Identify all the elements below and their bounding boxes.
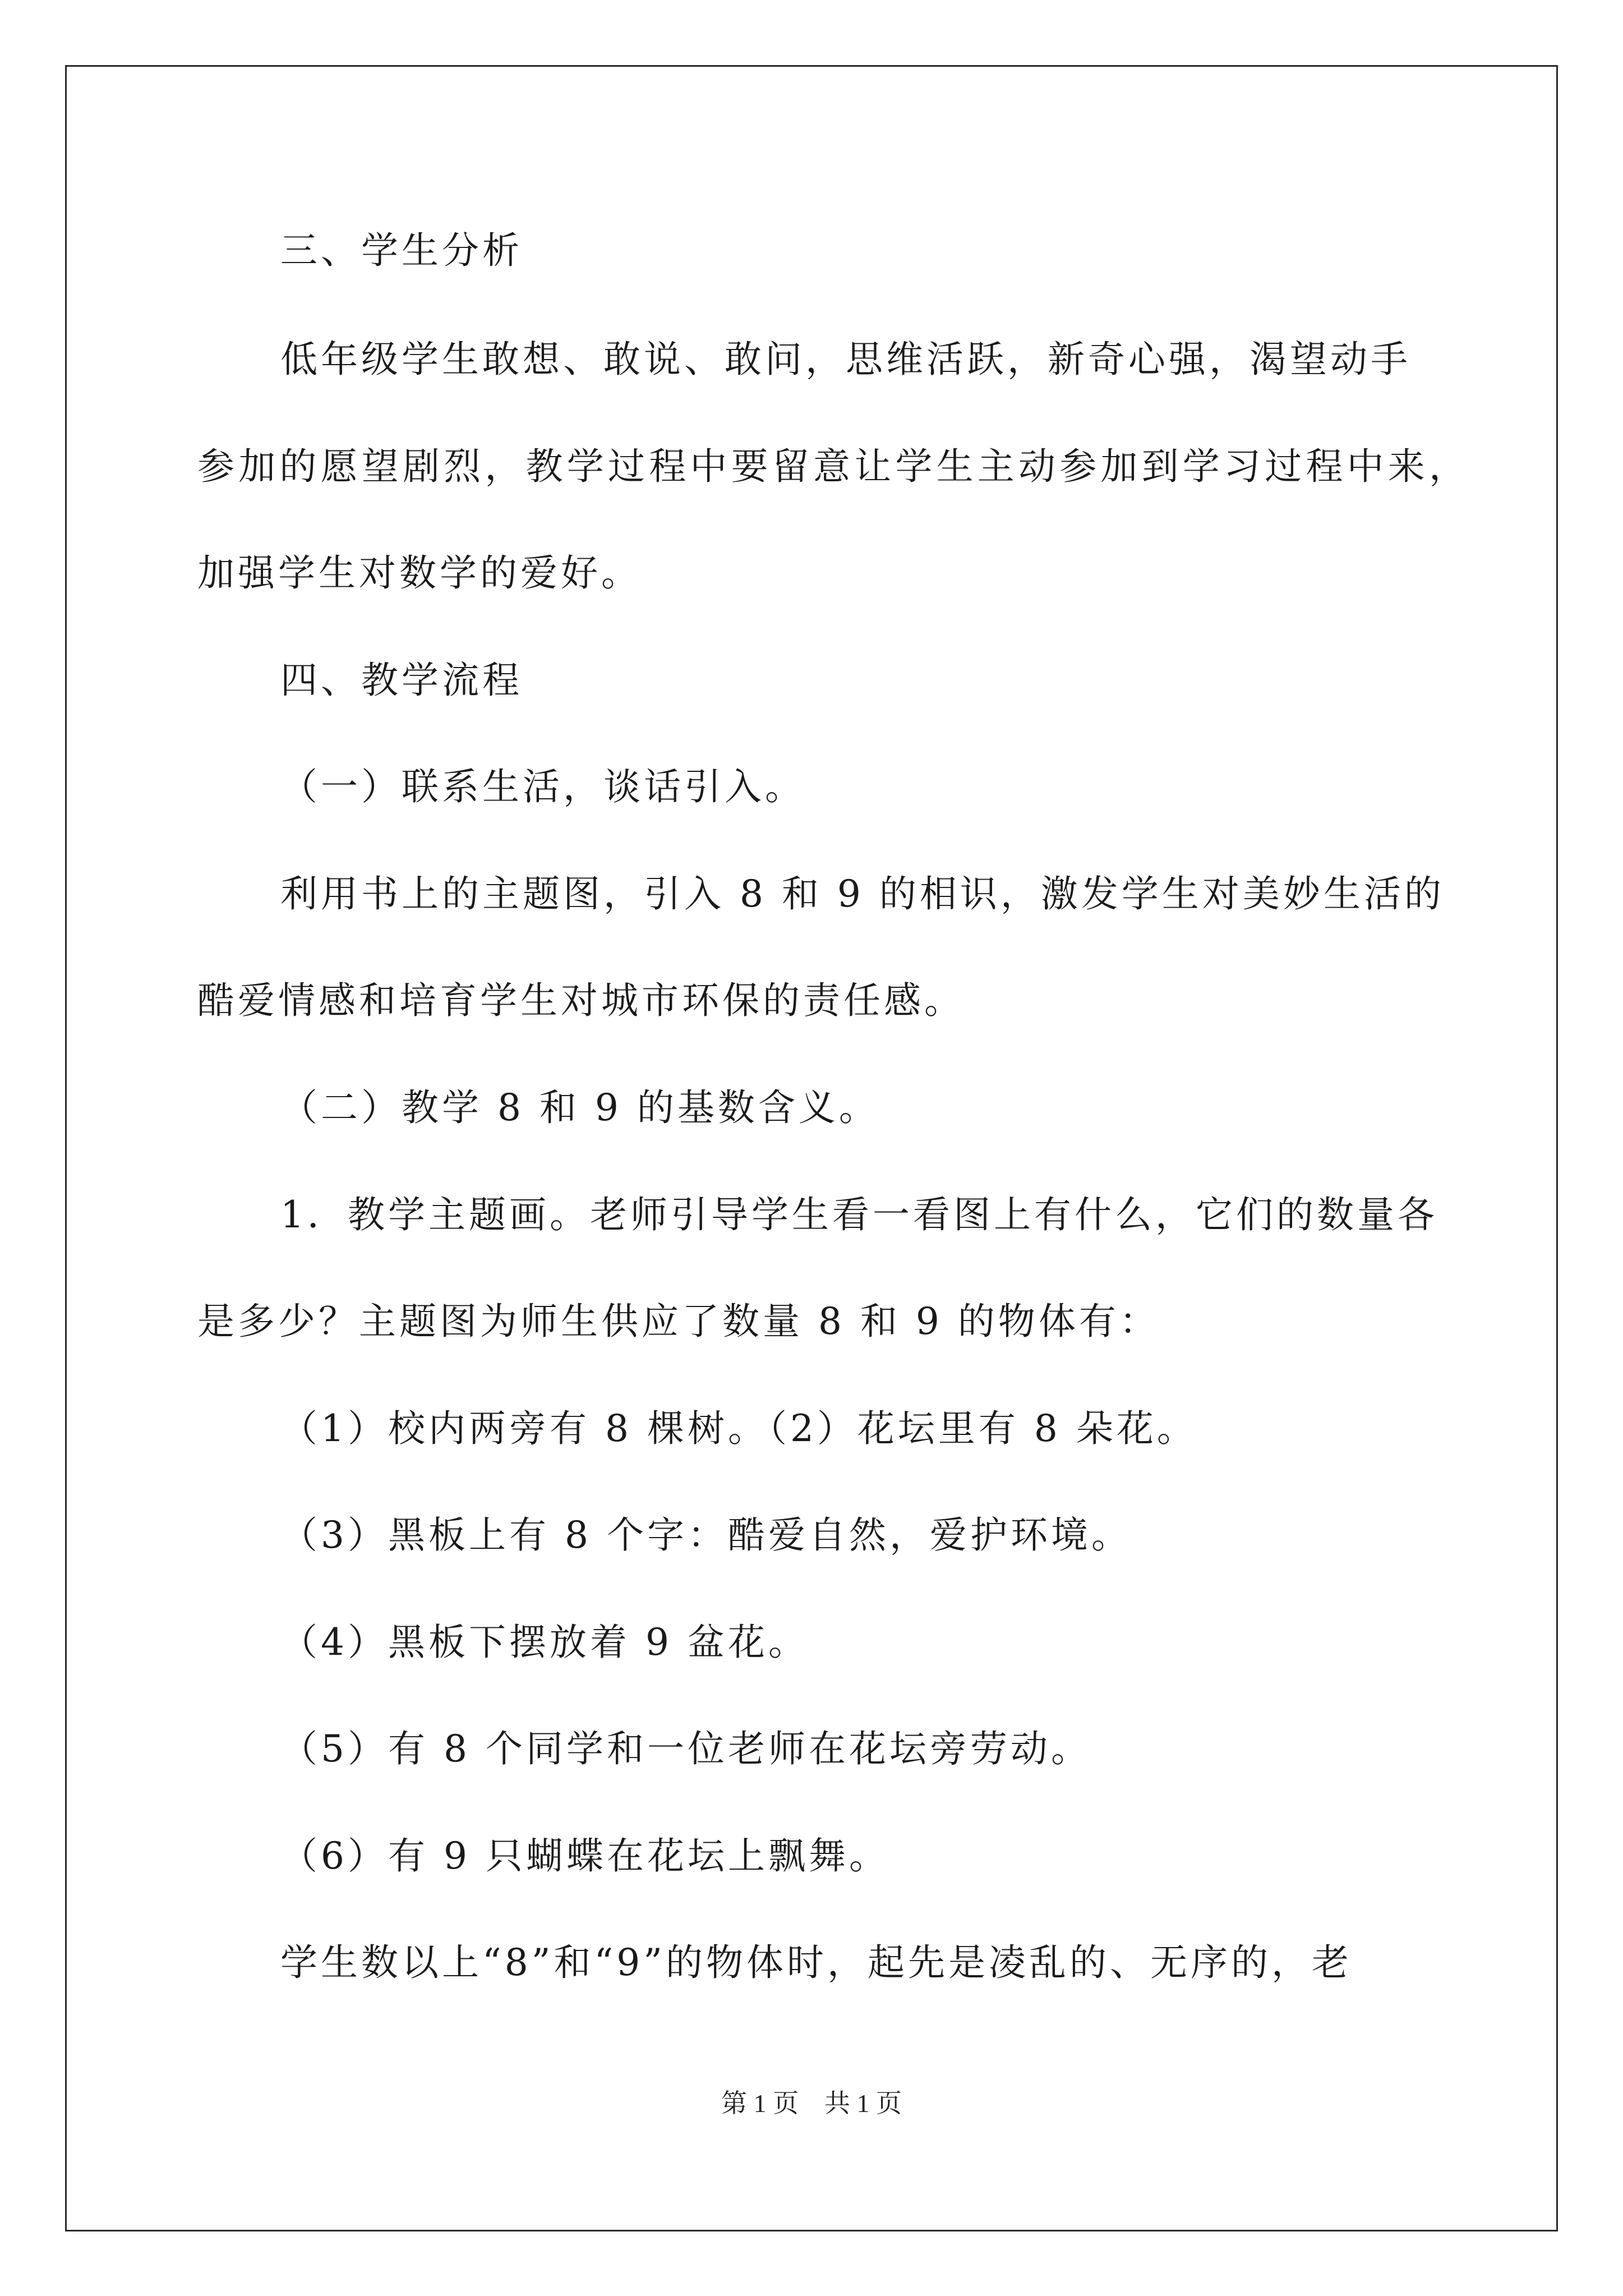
list-item: （5）有 8 个同学和一位老师在花坛旁劳动。 bbox=[280, 1727, 1091, 1770]
subheading-line: （二）教学 8 和 9 的基数含义。 bbox=[280, 1086, 879, 1129]
paragraph-line: 加强学生对数学的爱好。 bbox=[197, 551, 642, 595]
paragraph-line: 参加的愿望剧烈，教学过程中要留意让学生主动参加到学习过程中来， bbox=[197, 445, 1466, 488]
paragraph-line: 酷爱情感和培育学生对城市环保的责任感。 bbox=[197, 979, 965, 1022]
page-footer: 第 1 页 共 1 页 bbox=[721, 2089, 902, 2118]
list-item: （1）校内两旁有 8 棵树。（2）花坛里有 8 朵花。 bbox=[280, 1407, 1197, 1450]
paragraph-line: 1．教学主题画。老师引导学生看一看图上有什么，它们的数量各 bbox=[280, 1193, 1438, 1236]
section-heading-student-analysis: 三、学生分析 bbox=[280, 229, 523, 272]
page-border bbox=[65, 65, 1558, 2231]
list-item: （4）黑板下摆放着 9 盆花。 bbox=[280, 1621, 809, 1664]
paragraph-line: 是多少？主题图为师生供应了数量 8 和 9 的物体有： bbox=[197, 1300, 1160, 1343]
paragraph-line: 利用书上的主题图，引入 8 和 9 的相识，激发学生对美妙生活的 bbox=[280, 872, 1445, 915]
list-item: （3）黑板上有 8 个字：酷爱自然，爱护环境。 bbox=[280, 1513, 1132, 1557]
subheading-line: （一）联系生活，谈话引入。 bbox=[280, 765, 805, 808]
section-heading-teaching-process: 四、教学流程 bbox=[280, 659, 523, 702]
list-item: （6）有 9 只蝴蝶在花坛上飘舞。 bbox=[280, 1834, 889, 1878]
paragraph-line: 学生数以上“8”和“9”的物体时，起先是凌乱的、无序的，老 bbox=[280, 1941, 1352, 1984]
paragraph-line: 低年级学生敢想、敢说、敢问，思维活跃，新奇心强，渴望动手 bbox=[280, 338, 1411, 381]
